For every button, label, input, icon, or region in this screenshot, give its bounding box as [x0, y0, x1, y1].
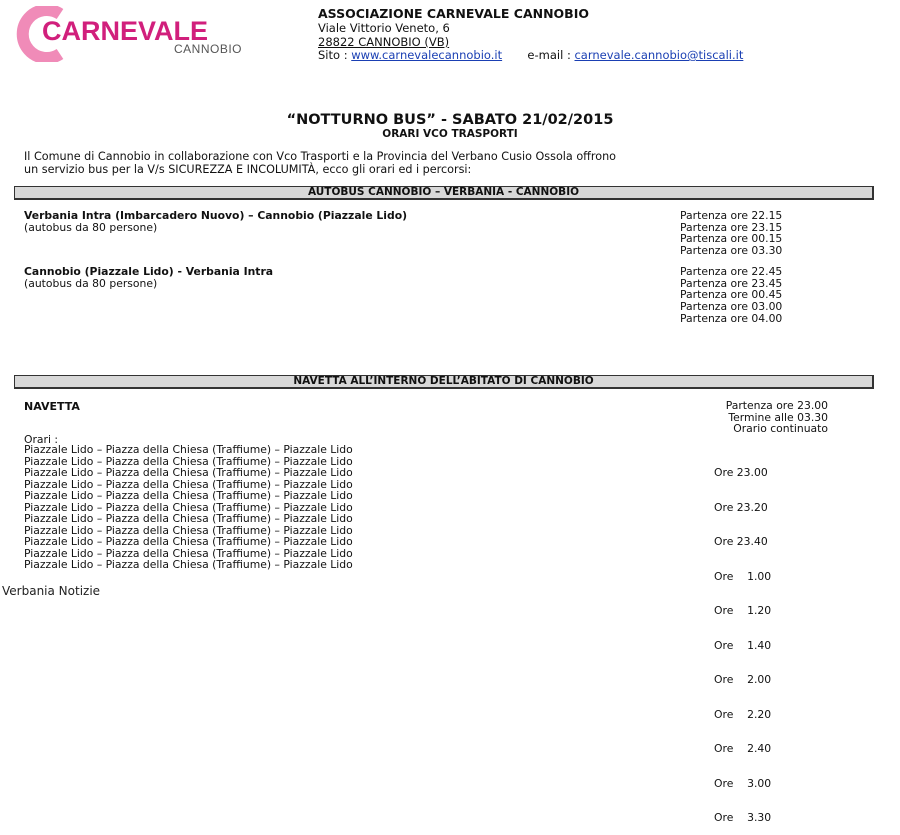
- navetta-route-row: Piazzale Lido – Piazza della Chiesa (Traffiume) – Piazzale Lido: [24, 500, 353, 514]
- route-2-time: Partenza ore 23.45: [680, 276, 783, 290]
- route-1-time: Partenza ore 22.15: [680, 209, 783, 222]
- section-navetta-heading: NAVETTA ALL’INTERNO DELL’ABITATO DI CANNOBIO: [14, 375, 874, 389]
- site-label: Sito :: [318, 48, 348, 62]
- navetta-info: [680, 400, 828, 435]
- route-1-times: [680, 210, 782, 257]
- intro-paragraph: [24, 151, 884, 176]
- route-1-name: Verbania Intra (Imbarcadero Nuovo) – Cannobio (Piazzale Lido): [24, 209, 408, 222]
- navetta-route-row: Piazzale Lido – Piazza della Chiesa (Traffiume) – Piazzale Lido: [24, 489, 353, 502]
- navetta-info-line: Partenza ore 23.00: [725, 399, 828, 412]
- navetta-info-line: Orario continuato: [733, 422, 828, 436]
- org-name: ASSOCIAZIONE CARNEVALE CANNOBIO: [318, 6, 589, 21]
- navetta-route-row: Piazzale Lido – Piazza della Chiesa (Traffiume) – Piazzale Lido: [24, 443, 353, 456]
- navetta-time: Ore 23.40: [714, 535, 768, 548]
- navetta-time: Ore 1.40: [714, 638, 772, 652]
- navetta-title: NAVETTA: [24, 400, 80, 413]
- route-2-time: Partenza ore 03.00: [680, 300, 783, 314]
- route-1: [24, 210, 407, 234]
- route-2: [24, 266, 273, 290]
- navetta-time: Ore 23.20: [714, 500, 768, 514]
- contact-line: [318, 48, 743, 62]
- route-1-time: Partenza ore 03.30: [680, 244, 783, 258]
- route-2-name: Cannobio (Piazzale Lido) - Verbania Intra: [24, 265, 274, 278]
- route-2-time: Partenza ore 22.45: [680, 265, 783, 278]
- intro-line-1: Il Comune di Cannobio in collaborazione con Vco Trasporti e la Provincia del Verbano Cusio Ossola offrono: [24, 150, 617, 163]
- route-1-time: Partenza ore 00.15: [680, 232, 783, 246]
- route-1-time: Partenza ore 23.15: [680, 220, 783, 234]
- carnevale-logo: [12, 6, 302, 62]
- navetta-time: Ore 1.20: [714, 604, 772, 617]
- orari-label: Orari :: [24, 433, 59, 446]
- navetta-time: Ore 3.00: [714, 776, 772, 790]
- navetta-time-list: [714, 444, 771, 835]
- navetta-time: Ore 2.40: [714, 742, 772, 755]
- navetta-route-row: Piazzale Lido – Piazza della Chiesa (Traffiume) – Piazzale Lido: [24, 523, 353, 537]
- navetta-time: Ore 23.00: [714, 466, 768, 479]
- site-link[interactable]: www.carnevalecannobio.it: [351, 48, 503, 62]
- route-2-time: Partenza ore 04.00: [680, 311, 783, 325]
- logo-main-text: CARNEVALE: [42, 16, 209, 46]
- route-1-note: (autobus da 80 persone): [24, 221, 158, 234]
- route-2-note: (autobus da 80 persone): [24, 277, 158, 290]
- navetta-info-line: Termine alle 03.30: [728, 410, 828, 424]
- route-2-time: Partenza ore 00.45: [680, 288, 783, 302]
- document-title: “NOTTURNO BUS” - SABATO 21/02/2015: [286, 112, 614, 128]
- navetta-route-row: Piazzale Lido – Piazza della Chiesa (Traffiume) – Piazzale Lido: [24, 466, 353, 479]
- navetta-route-row: Piazzale Lido – Piazza della Chiesa (Traffiume) – Piazzale Lido: [24, 512, 353, 525]
- navetta-time: Ore 1.00: [714, 569, 772, 583]
- intro-line-2: un servizio bus per la V/s SICUREZZA E INCOLUMITÀ, ecco gli orari ed i percorsi:: [24, 162, 472, 176]
- section-autobus-heading: AUTOBUS CANNOBIO – VERBANIA - CANNOBIO: [14, 186, 874, 200]
- navetta-time: Ore 2.20: [714, 707, 772, 721]
- document-subtitle: ORARI VCO TRASPORTI: [382, 128, 518, 140]
- navetta-time: Ore 2.00: [714, 673, 772, 686]
- navetta-route-row: Piazzale Lido – Piazza della Chiesa (Traffiume) – Piazzale Lido: [24, 454, 353, 468]
- route-2-times: [680, 266, 782, 325]
- navetta-route-row: Piazzale Lido – Piazza della Chiesa (Traffiume) – Piazzale Lido: [24, 546, 353, 560]
- navetta-time: Ore 3.30: [714, 811, 772, 824]
- navetta-route-row: Piazzale Lido – Piazza della Chiesa (Traffiume) – Piazzale Lido: [24, 535, 353, 548]
- logo-sub-text: CANNOBIO: [174, 42, 243, 56]
- navetta-route-row: Piazzale Lido – Piazza della Chiesa (Traffiume) – Piazzale Lido: [24, 558, 353, 571]
- navetta-route-list: [24, 444, 353, 571]
- org-info: [318, 7, 589, 49]
- source-watermark: Verbania Notizie: [2, 584, 101, 598]
- org-address-line1: Viale Vittorio Veneto, 6: [318, 21, 450, 35]
- email-label: e-mail :: [527, 48, 571, 62]
- org-address-line2: 28822 CANNOBIO (VB): [318, 35, 450, 49]
- navetta-route-row: Piazzale Lido – Piazza della Chiesa (Traffiume) – Piazzale Lido: [24, 477, 353, 491]
- email-link[interactable]: carnevale.cannobio@tiscali.it: [574, 48, 744, 62]
